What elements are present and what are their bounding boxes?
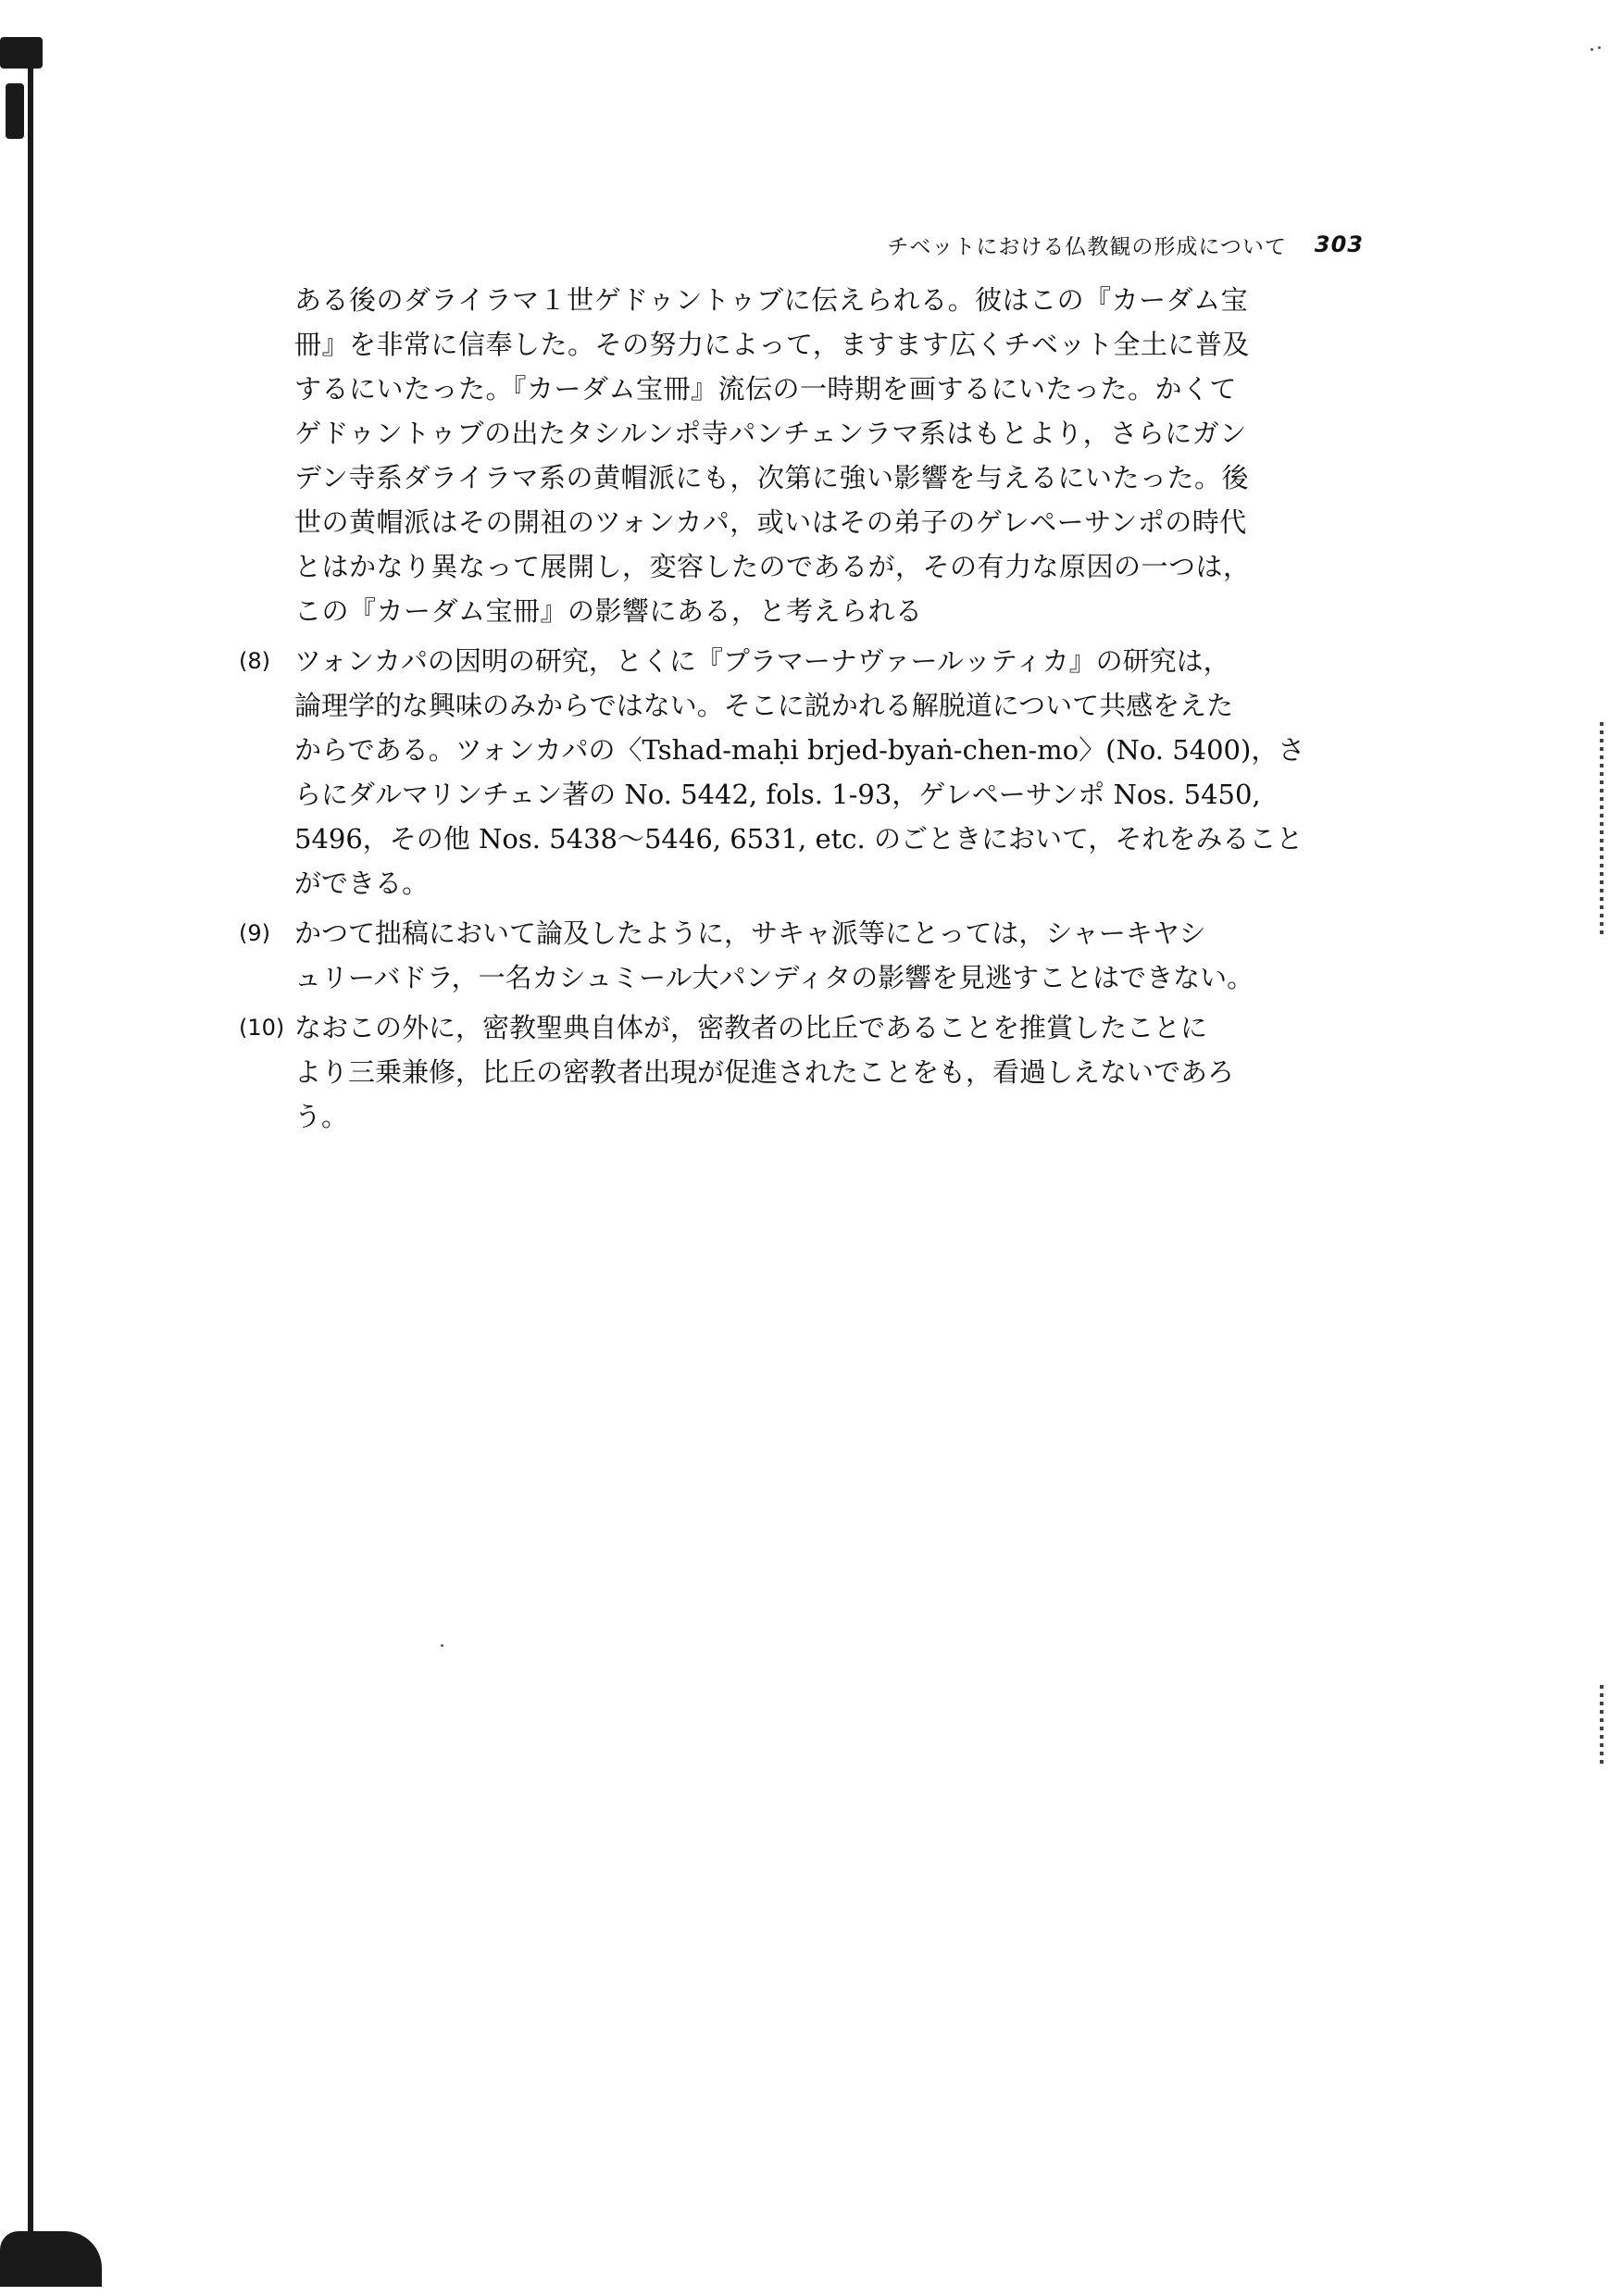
scan-speck bbox=[1591, 48, 1593, 51]
intro-paragraph bbox=[294, 278, 1368, 633]
text-line: とはかなり異なって展開し，変容したのであるが，その有力な原因の一つは， bbox=[294, 551, 1251, 582]
text-line: するにいたった。『カーダム宝冊』流伝の一時期を画するにいたった。かくて bbox=[294, 373, 1238, 405]
note-marker: (8) bbox=[239, 648, 270, 674]
text-line: かつて拙稿において論及したように，サキャ派等にとっては，シャーキヤシ bbox=[294, 917, 1206, 949]
text-line: ツォンカパの因明の研究，とくに『プラマーナヴァールッティカ』の研究は， bbox=[294, 645, 1230, 677]
text-line: らにダルマリンチェン著の No. 5442, fols. 1-93，ゲレペーサンポ Nos. 5450, bbox=[294, 779, 1261, 810]
text-line: う。 bbox=[294, 1101, 349, 1132]
note-marker: (10) bbox=[239, 1015, 285, 1041]
binding-mark-notch bbox=[6, 83, 24, 139]
page-number: 303 bbox=[1314, 231, 1364, 257]
page-body bbox=[239, 278, 1368, 1139]
note-8 bbox=[239, 639, 1368, 905]
text-line: からである。ツォンカパの〈Tshad-maḥi brjed-byaṅ-chen-mo〉(No. 5400)，さ bbox=[294, 734, 1305, 766]
text-line: ュリーバドラ，一名カシュミール大パンディタの影響を見逃すことはできない。 bbox=[294, 962, 1254, 993]
text-line: 5496，その他 Nos. 5438〜5446, 6531, etc. のごときにおいて，それをみること bbox=[294, 823, 1304, 855]
scan-speck bbox=[1598, 46, 1601, 49]
text-line: ゲドゥントゥブの出たタシルンポ寺パンチェンラマ系はもとより，さらにガン bbox=[294, 418, 1247, 449]
scan-speck bbox=[441, 1644, 443, 1647]
binding-mark-top bbox=[0, 37, 43, 69]
text-line: ある後のダライラマ１世ゲドゥントゥブに伝えられる。彼はこの『カーダム宝 bbox=[294, 284, 1249, 316]
text-line: ができる。 bbox=[294, 867, 430, 899]
text-line: より三乗兼修，比丘の密教者出現が促進されたことをも，看過しえないであろ bbox=[294, 1056, 1235, 1088]
text-line: この『カーダム宝冊』の影響にある，と考えられる bbox=[294, 595, 923, 627]
text-line: 冊』を非常に信奉した。その努力によって，ますます広くチベット全土に普及 bbox=[294, 329, 1250, 360]
binding-edge bbox=[28, 37, 33, 2277]
note-10 bbox=[239, 1005, 1368, 1139]
running-title: チベットにおける仏教観の形成について bbox=[887, 234, 1287, 259]
text-line: 世の黄帽派はその開祖のツォンカパ，或いはその弟子のゲレペーサンポの時代 bbox=[294, 506, 1247, 538]
scan-artifact-dots bbox=[1600, 722, 1603, 935]
text-line: デン寺系ダライラマ系の黄帽派にも，次第に強い影響を与えるにいたった。後 bbox=[294, 462, 1250, 493]
running-head bbox=[780, 226, 1364, 263]
text-line: なおこの外に，密教聖典自体が，密教者の比丘であることを推賞したことに bbox=[294, 1012, 1208, 1043]
scan-artifact-dots-lower bbox=[1600, 1685, 1603, 1768]
binding-mark-bottom bbox=[0, 2231, 102, 2287]
text-line: 論理学的な興味のみからではない。そこに説かれる解脱道について共感をえた bbox=[294, 690, 1234, 721]
note-9 bbox=[239, 911, 1368, 1000]
note-marker: (9) bbox=[239, 920, 270, 946]
